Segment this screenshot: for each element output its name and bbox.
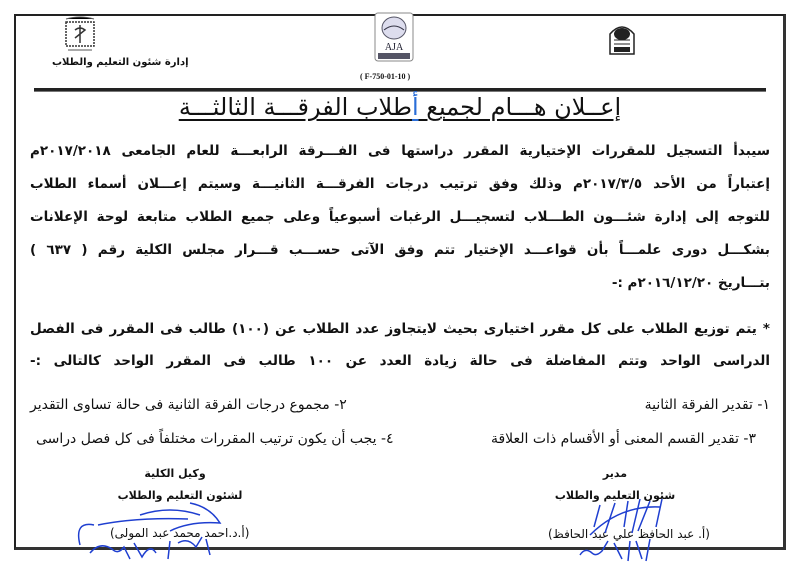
body-line: بتـــاريخ ٢٠١٦/١٢/٢٠م :- <box>611 275 770 291</box>
left-signature-icon <box>60 495 260 565</box>
title-text-1: إعــلان هـــام لجميع <box>418 93 622 121</box>
faculty-logo-icon <box>60 16 100 54</box>
department-name: إدارة شئون التعليم والطلاب <box>52 57 189 68</box>
right-sign-title: مدير <box>602 467 628 480</box>
header-divider <box>34 88 766 92</box>
right-sign-dept: شئون التعليم والطلاب <box>554 489 676 502</box>
left-sign-title: وكيل الكلية <box>144 467 206 480</box>
criterion-3: ٣- تقدير القسم المعنى أو الأقسام ذات العلاقة <box>490 431 756 447</box>
criterion-4: ٤- يجب أن يكون ترتيب المقررات مختلفاً فى كل فصل دراسى <box>36 431 394 447</box>
aja-logo-text: AJA <box>384 42 404 53</box>
right-signature-icon <box>570 495 680 565</box>
aja-logo-icon <box>374 12 414 62</box>
university-logo-icon <box>608 22 636 56</box>
body-line: للتوجه إلى إدارة شئـــون الطـــلاب لتسجيـــل الرغبات أسبوعياً وعلى جميع الطلاب متابعة لوحة الإعلانات <box>30 209 770 225</box>
left-signatory-name: (أ.د.احمد محمد عبد المولى) <box>110 526 250 540</box>
body-line: سيبدأ التسجيل للمقررات الإختيارية المقرر دراستها فى الفـــرقة الرابعـــة للعام الجامعى ٢٠١٧/٢٠١٨م <box>30 143 770 159</box>
body-line: بشكـــل دورى علمـــاً بأن قواعـــد الإختيار تتم وفق الآتى حســـب قـــرار مجلس الكلية رقم ( ٦٣٧ ) <box>30 242 771 258</box>
criterion-1: ١- تقدير الفرقة الثانية <box>644 397 770 413</box>
title-text-2: طلاب الفرقـــة الثالثـــة <box>178 93 412 121</box>
announcement-title <box>0 93 800 121</box>
body-line: الدراسى الواحد وتتم المفاضلة فى حالة زيادة العدد عن ١٠٠ طالب فى المقرر الواحد كالتالى :- <box>30 353 770 369</box>
right-signatory-name: (أ. عبد الحافظ علي عبد الحافظ) <box>548 527 710 541</box>
body-line: إعتباراً من الأحد ٢٠١٧/٣/٥م وذلك وفق ترتيب درجات الفرقـــة الثانيـــة وسيتم إعـــلان أسماء الطلاب <box>30 176 770 192</box>
form-code: ( F-750-01-10 ) <box>360 72 411 81</box>
criterion-2: ٢- مجموع درجات الفرقة الثانية فى حالة تساوى التقدير <box>30 397 347 413</box>
left-sign-dept: لشئون التعليم والطلاب <box>117 489 243 502</box>
title-accent: أ <box>411 93 419 121</box>
criteria-row <box>30 397 770 413</box>
criteria-row <box>36 431 756 447</box>
body-line: * يتم توزيع الطلاب على كل مقرر اختيارى بحيث لايتجاوز عدد الطلاب عن (١٠٠) طالب فى المقرر فى الفصل <box>30 321 770 337</box>
